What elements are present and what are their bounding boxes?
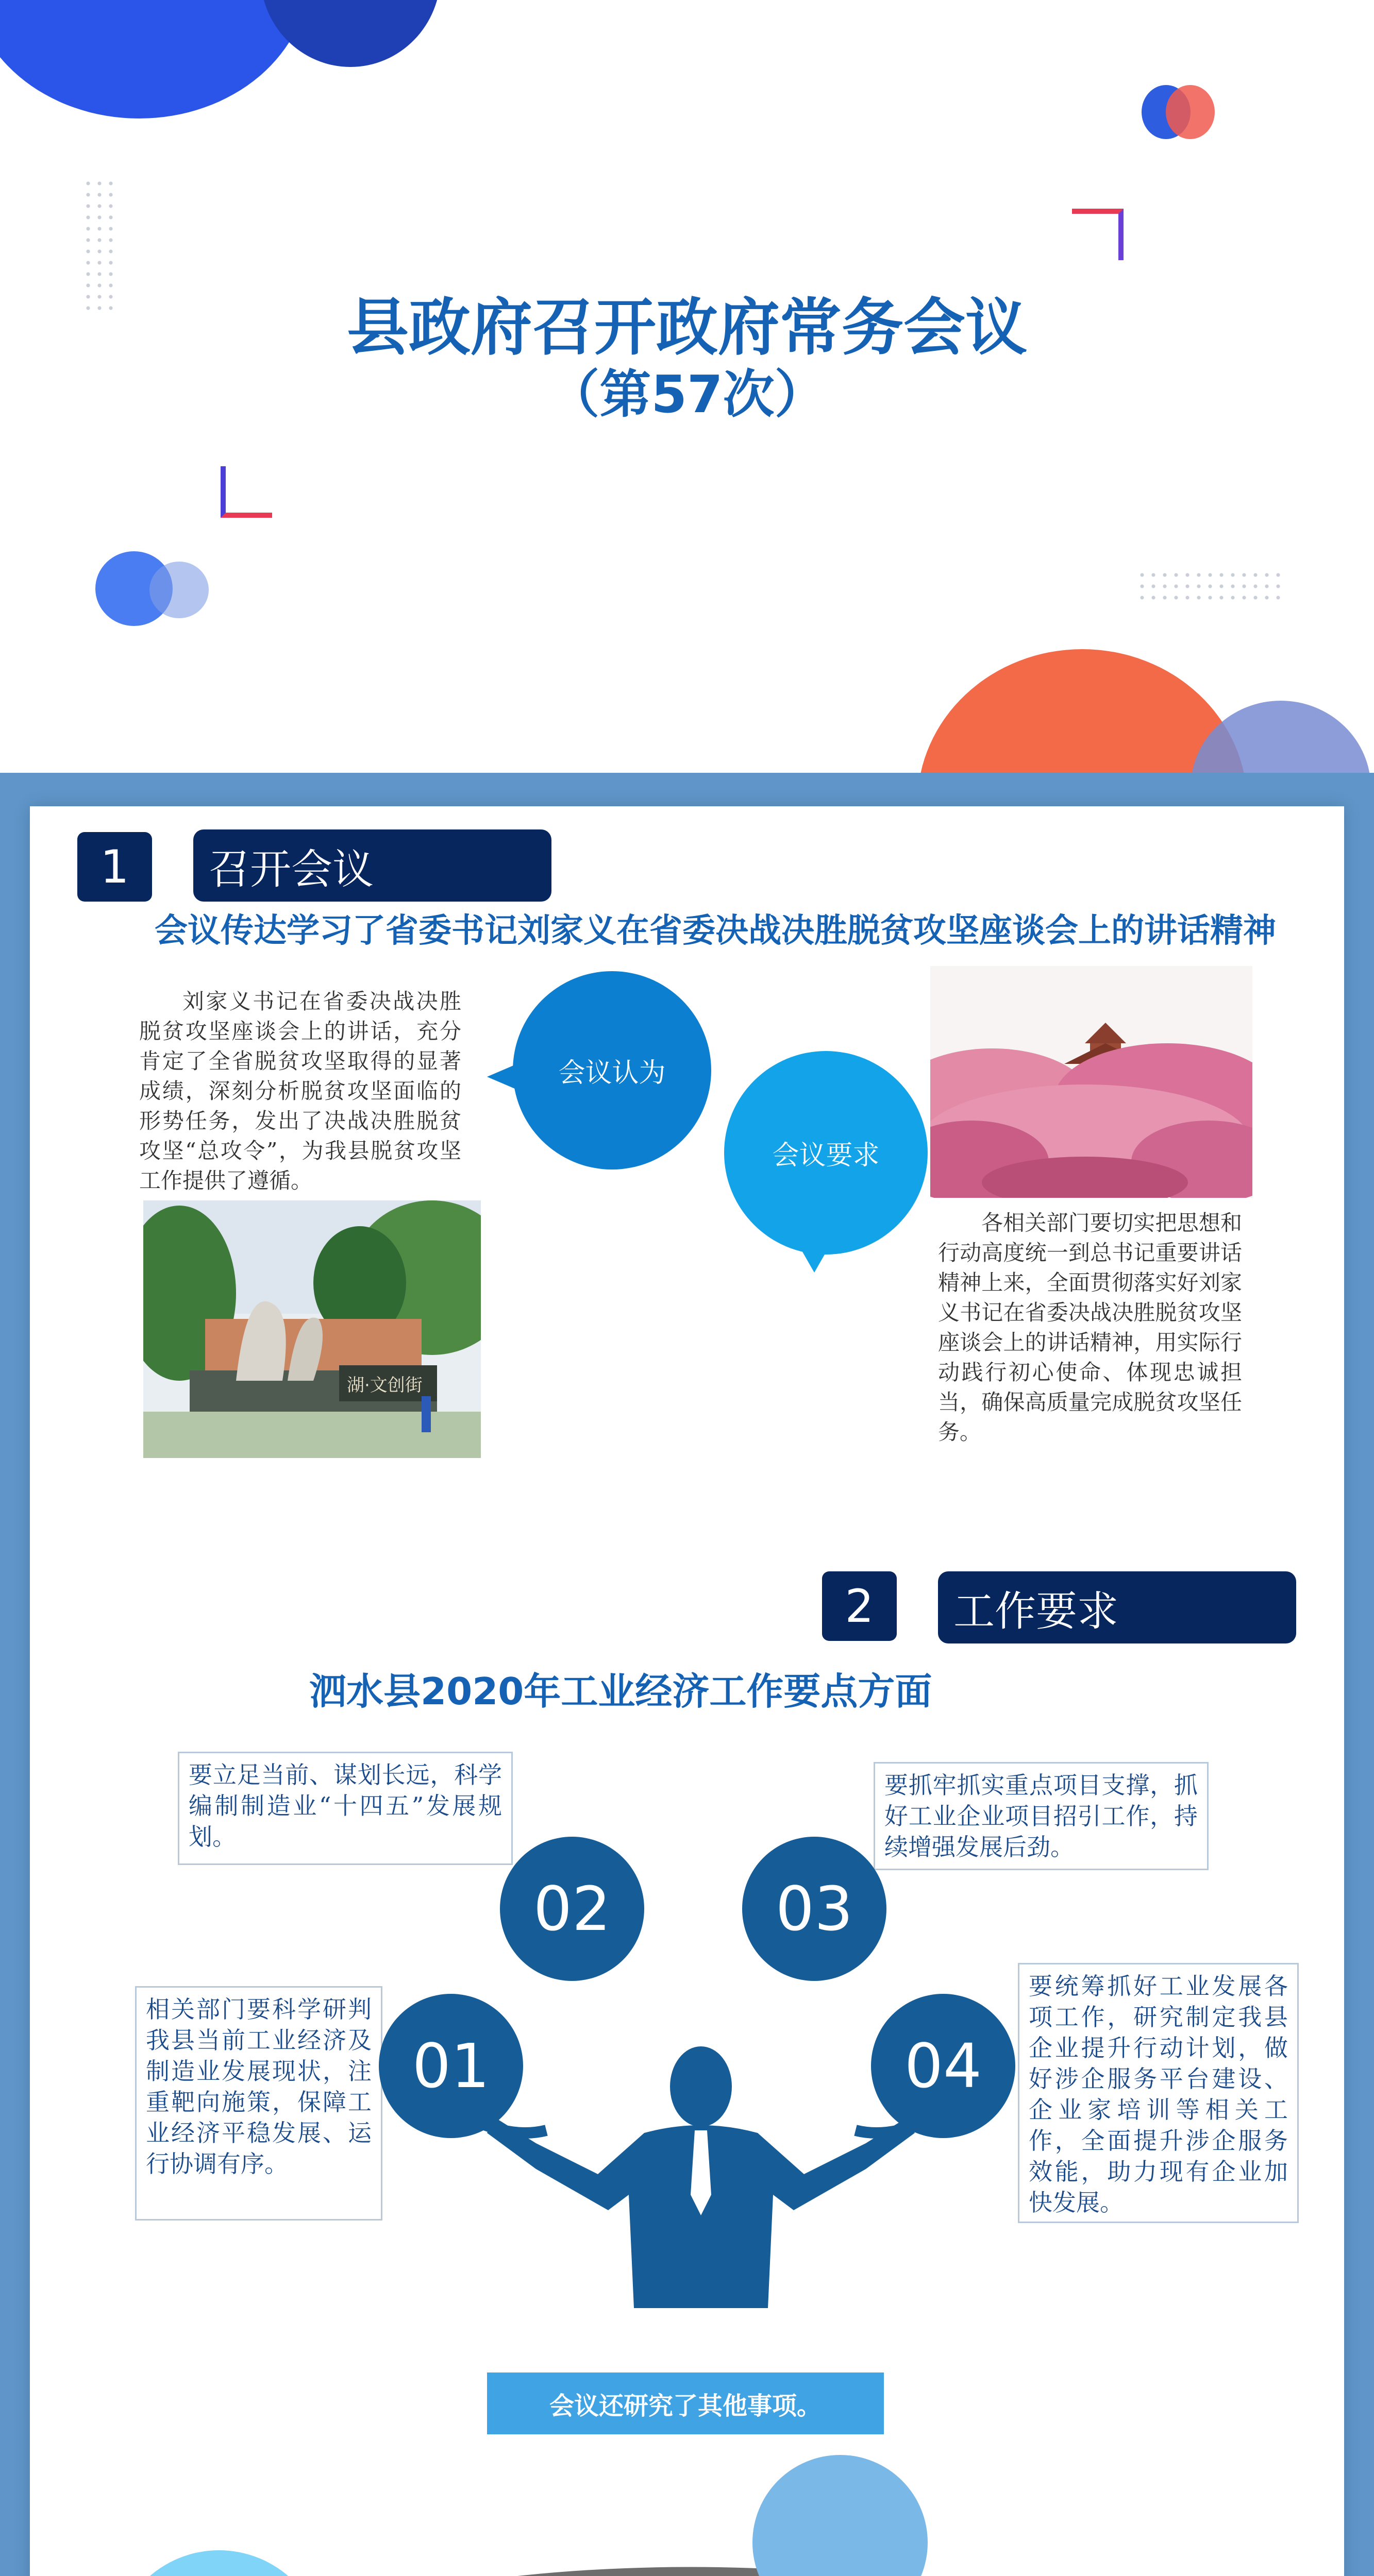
cultural-street-illustration — [143, 1200, 481, 1458]
work-point-04-badge: 04 — [871, 1994, 1015, 2138]
page-title: 县政府召开政府常务会议 — [347, 292, 1027, 364]
decor-bubble-left-b — [149, 562, 209, 618]
page-subtitle: （第57次） — [548, 364, 826, 425]
section2-headline: 泗水县2020年工业经济工作要点方面 — [309, 1670, 932, 1713]
work-point-02-badge: 02 — [500, 1837, 644, 1981]
bubble-meeting-requirement: 会议要求 — [724, 1051, 928, 1255]
decor-dot-grid-right — [1136, 569, 1281, 600]
work-point-03-text: 要抓牢抓实重点项目支撑，抓好工业企业项目招引工作，持续增强发展后劲。 — [874, 1762, 1209, 1870]
work-point-02-text: 要立足当前、谋划长远，科学编制制造业“十四五”发展规划。 — [178, 1752, 513, 1865]
photo-sign-text: 湖·文创街 — [347, 1375, 423, 1396]
bubble-meeting-requirement-tail — [794, 1236, 835, 1273]
section1-right-text: 各相关部门要切实把思想和行动高度统一到总书记重要讲话精神上来，全面贯彻落实好刘家义书记在省委决战决胜脱贫攻坚座谈会上的讲话精神，用实际行动践行初心使命、体现忠诚担当，确保高质量完成脱贫攻坚任务。 — [938, 1210, 1242, 1445]
photo-cultural-street — [143, 1200, 481, 1458]
section1-left-text: 刘家义书记在省委决战决胜脱贫攻坚座谈会上的讲话，充分肯定了全省脱贫攻坚取得的显著成绩，深刻分析脱贫攻坚面临的形势任务，发出了决战决胜脱贫攻坚“总攻令”，为我县脱贫攻坚工作提供了遵循。 — [139, 989, 461, 1193]
other-matters-banner: 会议还研究了其他事项。 — [487, 2372, 884, 2434]
section2-title: 工作要求 — [938, 1571, 1296, 1643]
decor-circle-large — [0, 0, 309, 118]
peach-blossom-illustration — [930, 966, 1252, 1198]
decor-circle-medium — [260, 0, 441, 67]
photo-peach-blossom — [930, 966, 1252, 1198]
decor-corner-bracket-left — [221, 466, 272, 518]
work-point-03-badge: 03 — [742, 1837, 886, 1981]
work-point-01-text: 相关部门要科学研判我县当前工业经济及制造业发展现状，注重靶向施策，保障工业经济平稳发展、运行协调有序。 — [135, 1986, 382, 2221]
businessman-silhouette-icon — [412, 2040, 990, 2308]
bubble-meeting-view: 会议认为 — [513, 971, 711, 1170]
decor-bubble-top-right-b — [1166, 85, 1215, 139]
bubble-meeting-view-tail — [487, 1061, 523, 1092]
work-point-01-badge: 01 — [379, 1994, 523, 2138]
section1-headline: 会议传达学习了省委书记刘家义在省委决战决胜脱贫攻坚座谈会上的讲话精神 — [155, 912, 1276, 950]
section2-number: 2 — [822, 1571, 897, 1641]
work-point-04-text: 要统筹抓好工业发展各项工作，研究制定我县企业提升行动计划，做好涉企服务平台建设、企业家培训等相关工作，全面提升涉企服务效能，助力现有企业加快发展。 — [1018, 1963, 1299, 2223]
section1-title: 召开会议 — [193, 829, 551, 902]
decor-corner-bracket-right — [1072, 209, 1124, 260]
section1-number: 1 — [77, 832, 152, 902]
